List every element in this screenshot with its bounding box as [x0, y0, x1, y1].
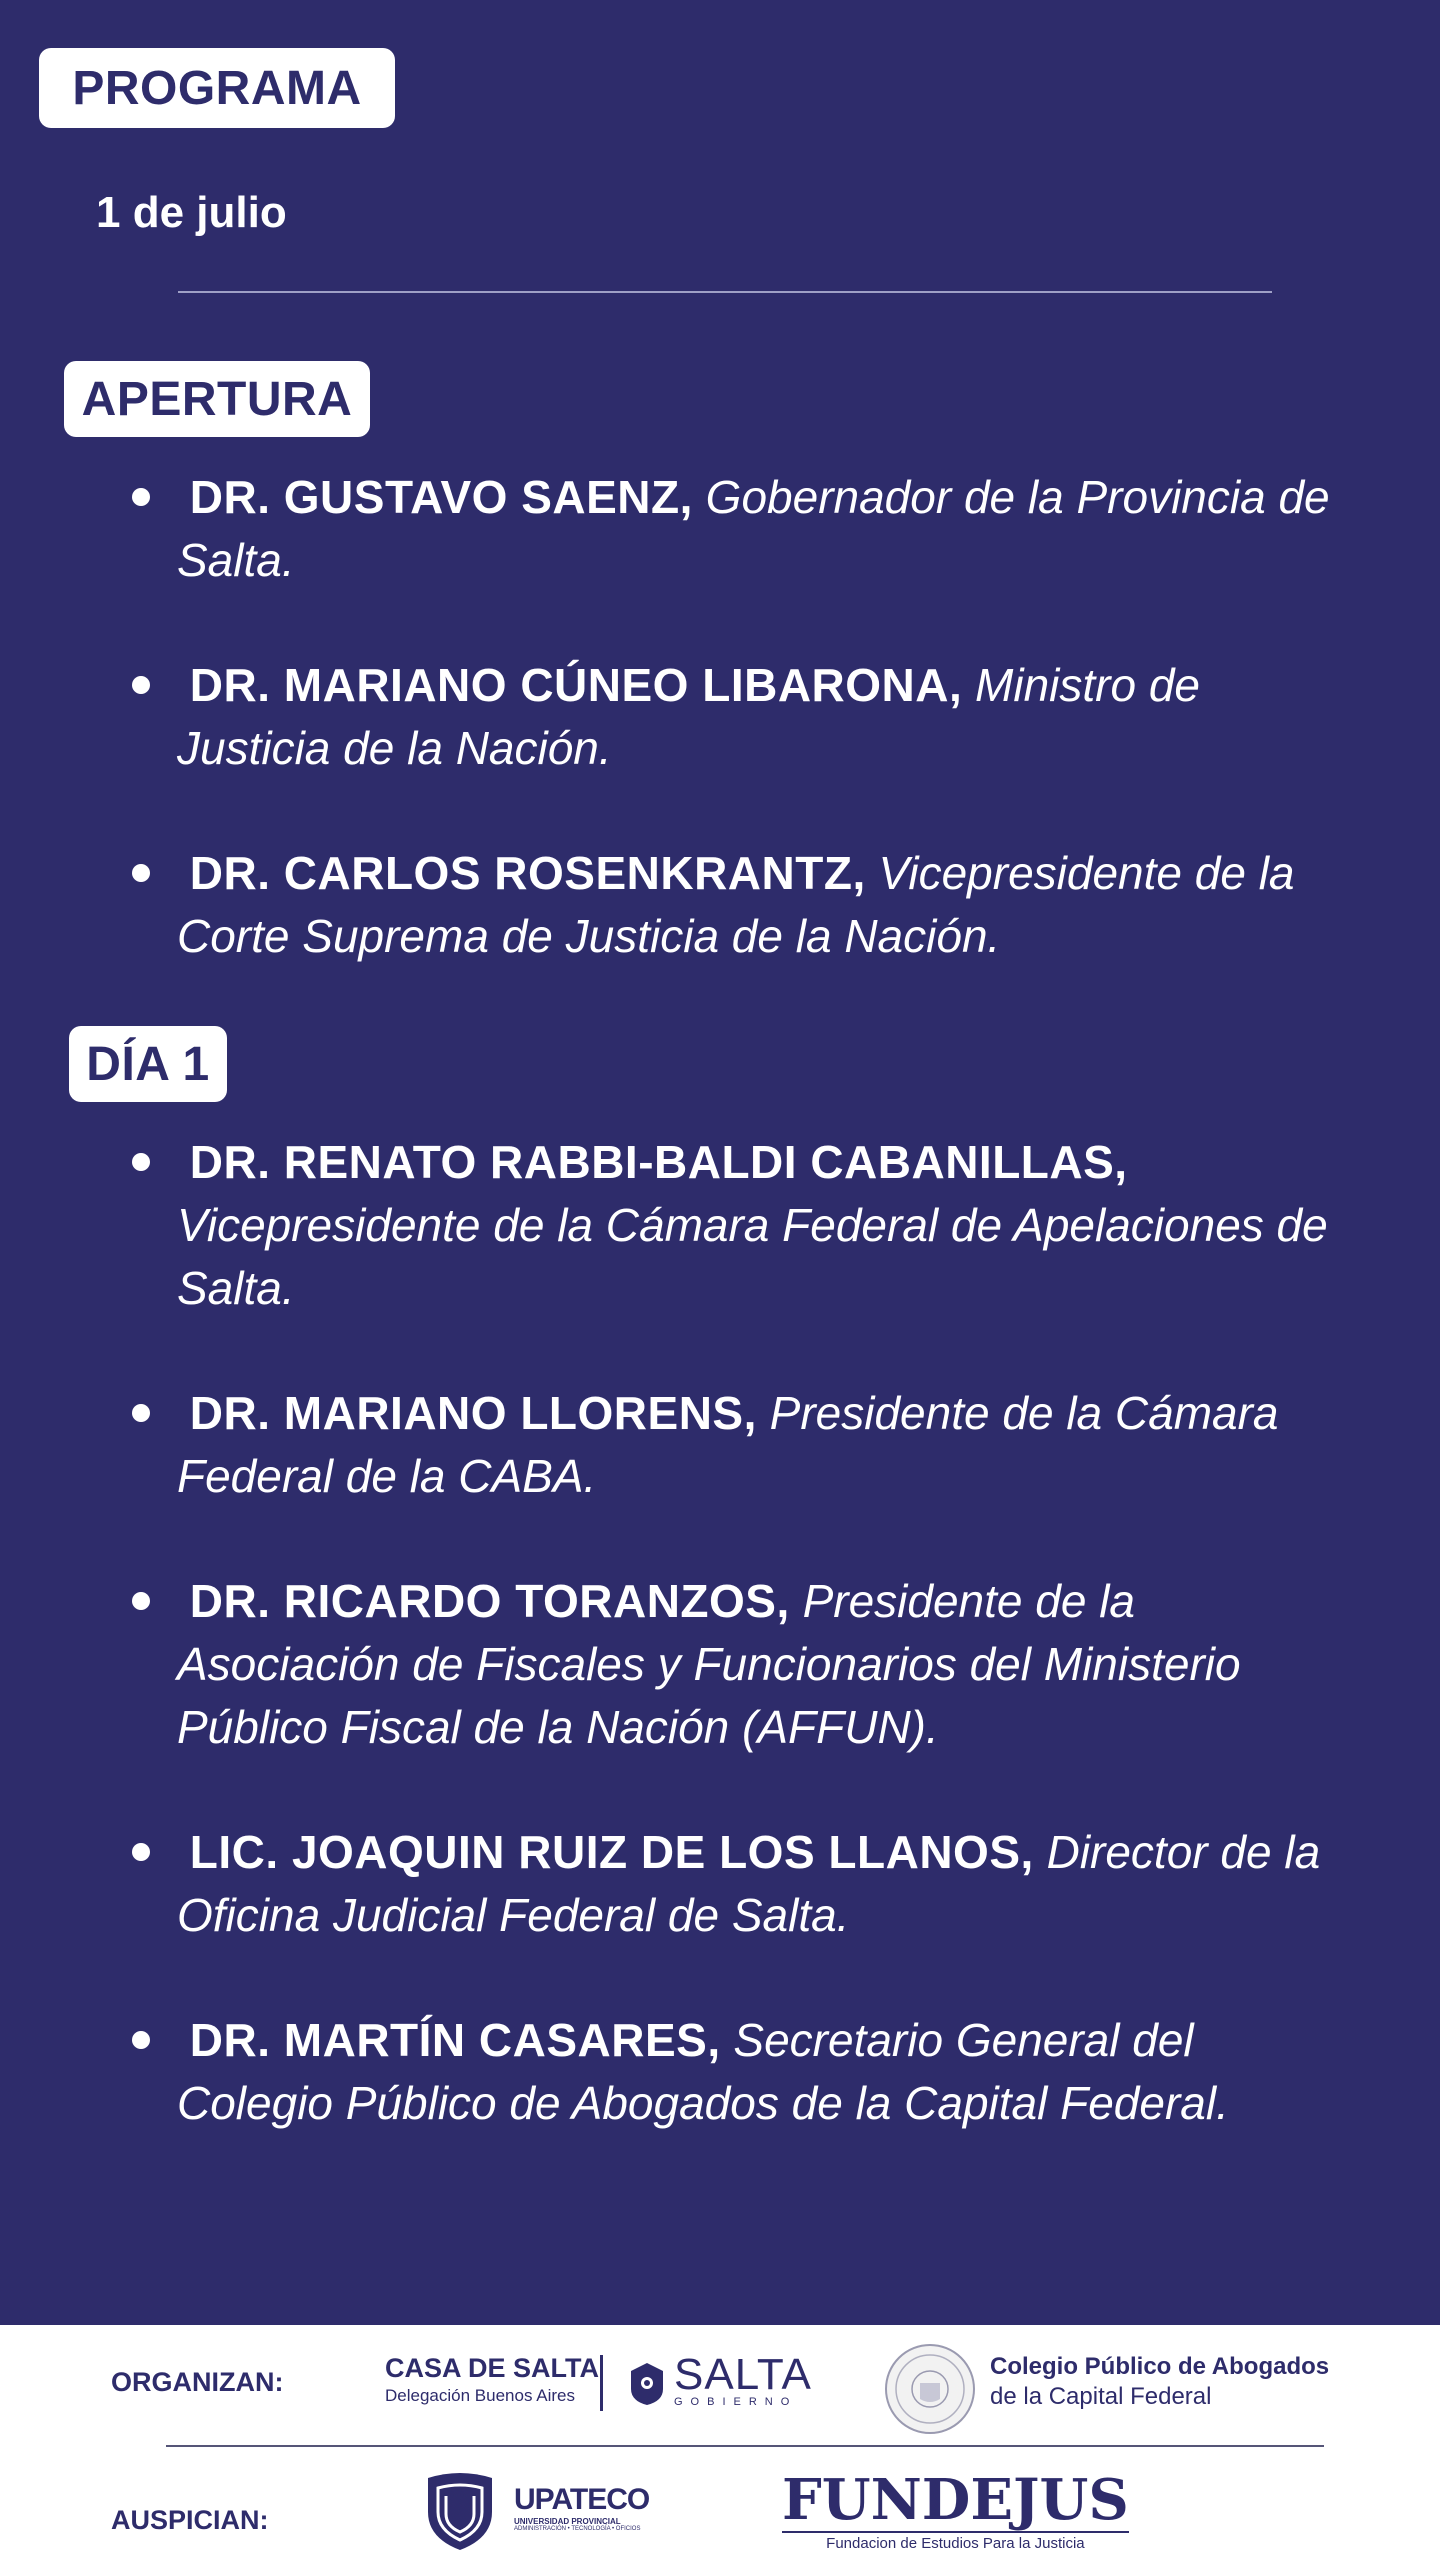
- colegio-seal-icon: [884, 2343, 976, 2435]
- bullet-icon: [132, 1153, 150, 1171]
- bullet-icon: [132, 1404, 150, 1422]
- organizan-label: ORGANIZAN:: [111, 2367, 284, 2397]
- upateco-emblem-icon: [418, 2468, 502, 2552]
- speaker-name: DR. GUSTAVO SAENZ,: [189, 471, 693, 523]
- speaker-role: Vicepresidente de la Cámara Federal de Apelaciones de Salta.: [177, 1199, 1328, 1314]
- bullet-icon: [132, 864, 150, 882]
- upateco-logo: [514, 2483, 649, 2532]
- speaker-name: DR. CARLOS ROSENKRANTZ,: [189, 847, 866, 899]
- event-date: 1 de julio: [96, 188, 287, 237]
- bullet-icon: [132, 2031, 150, 2049]
- upateco-sub: UNIVERSIDAD PROVINCIAL: [514, 2517, 621, 2526]
- fundejus-sub: Fundacion de Estudios Para la Justicia: [782, 2531, 1129, 2552]
- sponsors-footer: [0, 2325, 1440, 2560]
- colegio-logo: [990, 2353, 1329, 2411]
- bullet-icon: [132, 1592, 150, 1610]
- salta-gobierno-logo: [674, 2350, 812, 2408]
- logo-separator: [600, 2355, 603, 2411]
- casa-sub: Delegación Buenos Aires: [385, 2386, 575, 2405]
- speaker-name: DR. RENATO RABBI-BALDI CABANILLAS,: [189, 1136, 1128, 1188]
- casa-de-salta-logo: [385, 2353, 599, 2406]
- divider: [178, 291, 1272, 293]
- auspician-label: AUSPICIAN:: [111, 2505, 269, 2535]
- fundejus-title: FUNDEJUS: [782, 2467, 1129, 2533]
- salta-title: SALTA: [674, 2350, 812, 2399]
- speaker-name: DR. MARTÍN CASARES,: [189, 2014, 721, 2066]
- salta-sub: GOBIERNO: [674, 2396, 798, 2408]
- section-badge-dia-1: DÍA 1: [69, 1026, 227, 1102]
- section-badge-apertura: APERTURA: [64, 361, 370, 437]
- upateco-tag: ADMINISTRACIÓN • TECNOLOGÍA • OFICIOS: [514, 2526, 641, 2532]
- bullet-icon: [132, 676, 150, 694]
- speaker-role: Vicepresidente de la Corte Suprema de Justicia de la Nación.: [177, 847, 1295, 962]
- bullet-icon: [132, 488, 150, 506]
- fundejus-logo: [782, 2469, 1129, 2552]
- footer-divider: [166, 2445, 1324, 2447]
- speaker-name: LIC. JOAQUIN RUIZ DE LOS LLANOS,: [189, 1826, 1034, 1878]
- casa-title: CASA DE SALTA: [385, 2353, 599, 2383]
- speaker-role: Ministro de Justicia de la Nación.: [177, 659, 1201, 774]
- colegio-line1: Colegio Público de Abogados: [990, 2353, 1330, 2380]
- speaker-role: Presidente de la Asociación de Fiscales y Funcionarios del Ministerio Público Fiscal de la Nación (AFFUN).: [177, 1575, 1241, 1753]
- colegio-line2: de la Capital Federal: [990, 2383, 1212, 2410]
- speaker-name: DR. RICARDO TORANZOS,: [189, 1575, 790, 1627]
- speaker-role: Presidente de la Cámara Federal de la CABA.: [177, 1387, 1279, 1502]
- bullet-icon: [132, 1843, 150, 1861]
- programa-badge: PROGRAMA: [39, 48, 395, 128]
- speaker-role: Gobernador de la Provincia de Salta.: [177, 471, 1330, 586]
- salta-emblem-icon: [628, 2361, 666, 2407]
- speaker-name: DR. MARIANO CÚNEO LIBARONA,: [189, 659, 963, 711]
- speaker-name: DR. MARIANO LLORENS,: [189, 1387, 757, 1439]
- speaker-role: Secretario General del Colegio Público de Abogados de la Capital Federal.: [177, 2014, 1229, 2129]
- speaker-role: Director de la Oficina Judicial Federal de Salta.: [177, 1826, 1321, 1941]
- upateco-title: UPATECO: [514, 2483, 650, 2516]
